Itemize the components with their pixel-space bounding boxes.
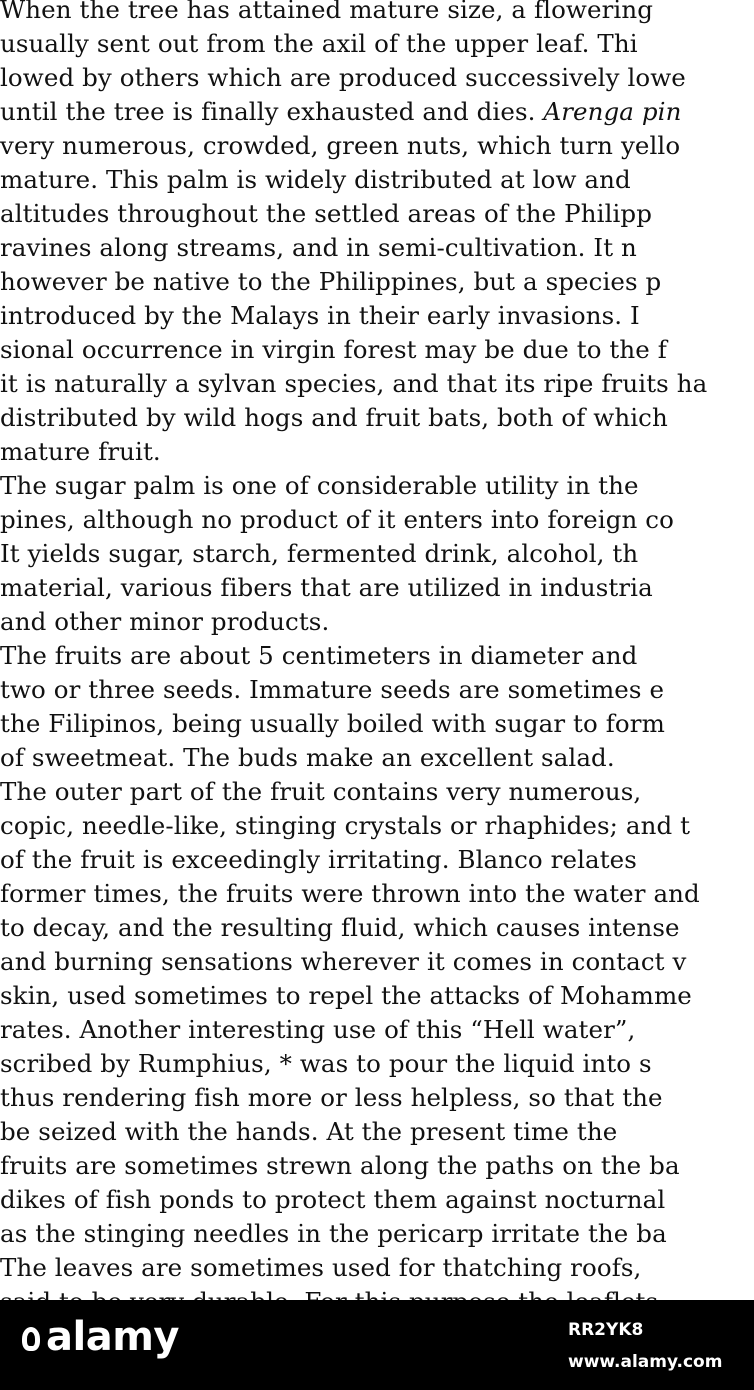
image-id-label: RR2YK8 bbox=[568, 1320, 644, 1340]
text-line: sional occurrence in virgin forest may be due to the f bbox=[0, 335, 667, 364]
text-line: lowed by others which are produced successively lowe bbox=[0, 63, 686, 92]
text-line: to decay, and the resulting fluid, which causes intense bbox=[0, 913, 680, 942]
logo-mark-icon bbox=[22, 1327, 40, 1351]
text-line: it is naturally a sylvan species, and that its ripe fruits ha bbox=[0, 369, 708, 398]
watermark-banner bbox=[0, 1300, 754, 1390]
text-line: and other minor products. bbox=[0, 607, 330, 636]
alamy-logo bbox=[22, 1314, 179, 1360]
text-line: as the stinging needles in the pericarp irritate the ba bbox=[0, 1219, 667, 1248]
text-line: fruits are sometimes strewn along the paths on the ba bbox=[0, 1151, 680, 1180]
text-line: and burning sensations wherever it comes in contact v bbox=[0, 947, 687, 976]
text-line: mature. This palm is widely distributed at low and bbox=[0, 165, 631, 194]
text-line: usually sent out from the axil of the upper leaf. Thi bbox=[0, 29, 638, 58]
site-url-label: www.alamy.com bbox=[568, 1352, 723, 1372]
text-line: copic, needle-like, stinging crystals or rhaphides; and t bbox=[0, 811, 691, 840]
text-line: scribed by Rumphius, * was to pour the liquid into s bbox=[0, 1049, 652, 1078]
text-line: The sugar palm is one of considerable utility in the bbox=[0, 471, 639, 500]
text-line: until the tree is finally exhausted and dies. Arenga pin bbox=[0, 97, 682, 126]
text-line: thus rendering fish more or less helpless, so that the bbox=[0, 1083, 663, 1112]
logo-text: alamy bbox=[46, 1314, 179, 1360]
text-line: ravines along streams, and in semi-cultivation. It n bbox=[0, 233, 637, 262]
text-line: The fruits are about 5 centimeters in diameter and bbox=[0, 641, 638, 670]
text-line: The outer part of the fruit contains very numerous, bbox=[0, 777, 642, 806]
text-line: of sweetmeat. The buds make an excellent salad. bbox=[0, 743, 615, 772]
text-line: however be native to the Philippines, but a species p bbox=[0, 267, 662, 296]
text-line: two or three seeds. Immature seeds are sometimes e bbox=[0, 675, 665, 704]
text-line: very numerous, crowded, green nuts, which turn yello bbox=[0, 131, 681, 160]
text-line: material, various fibers that are utilized in industria bbox=[0, 573, 653, 602]
text-line: pines, although no product of it enters into foreign co bbox=[0, 505, 674, 534]
text-line: introduced by the Malays in their early invasions. I bbox=[0, 301, 640, 330]
text-line: distributed by wild hogs and fruit bats, both of which bbox=[0, 403, 668, 432]
text-line: skin, used sometimes to repel the attacks of Mohamme bbox=[0, 981, 692, 1010]
text-line: When the tree has attained mature size, a flowering bbox=[0, 0, 653, 24]
species-name: Arenga pin bbox=[543, 97, 682, 126]
text-line: altitudes throughout the settled areas of the Philipp bbox=[0, 199, 653, 228]
text-line: of the fruit is exceedingly irritating. Blanco relates bbox=[0, 845, 637, 874]
text-line: the Filipinos, being usually boiled with sugar to form bbox=[0, 709, 665, 738]
text-line: be seized with the hands. At the present time the bbox=[0, 1117, 618, 1146]
text-line: dikes of fish ponds to protect them against nocturnal bbox=[0, 1185, 666, 1214]
text-line: former times, the fruits were thrown into the water and bbox=[0, 879, 700, 908]
text-line: The leaves are sometimes used for thatching roofs, bbox=[0, 1253, 642, 1282]
text-line: rates. Another interesting use of this “Hell water”, bbox=[0, 1015, 636, 1044]
text-line: mature fruit. bbox=[0, 437, 161, 466]
text-line: It yields sugar, starch, fermented drink, alcohol, th bbox=[0, 539, 639, 568]
